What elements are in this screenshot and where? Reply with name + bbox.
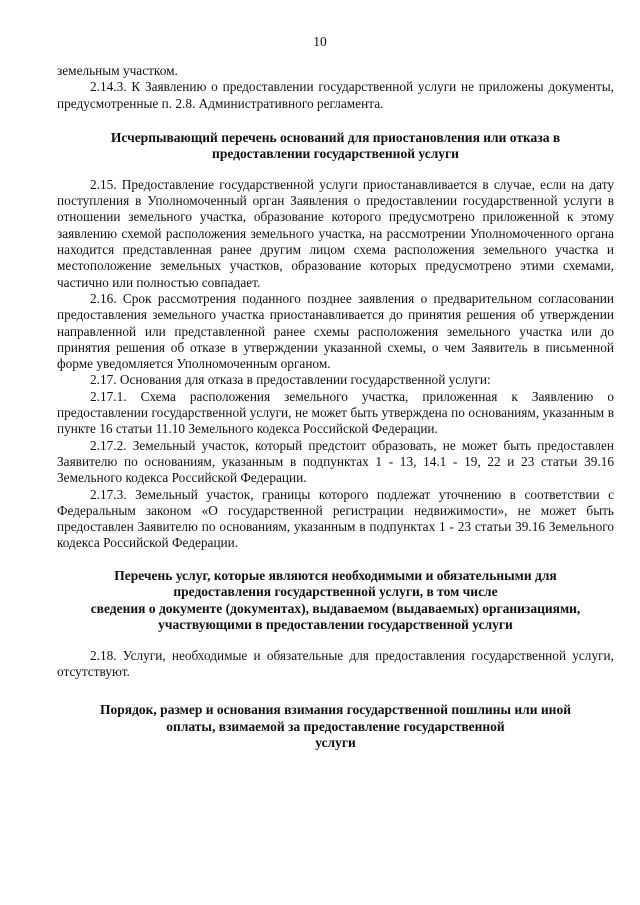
document-body [57,63,614,752]
heading-line: предоставления государственной услуги, в том числе [173,584,498,600]
heading-line: Исчерпывающий перечень оснований для приостановления или отказа в [110,129,561,145]
heading-line: Перечень услуг, которые являются необходимыми и обязательными для [114,567,557,583]
paragraph-continuation: земельным участком. [57,63,178,78]
paragraph-2-17-2: 2.17.2. Земельный участок, который предстоит образовать, не может быть предоставлен Заявителю по основаниям, указанным в подпунктах 1 - 13, 14.1 - 19, 22 и 23 статьи 39.16 Земельного кодекса Российской Федерации. [57,437,614,486]
heading-line: сведения о документе (документах), выдаваемом (выдаваемых) организациями, [90,600,581,616]
paragraph-2-16: 2.16. Срок рассмотрения поданного позднее заявления о предварительном согласовании предоставления земельного участка приостанавливается до принятия решения об утверждении направленной или представленной ранее схемы расположения земельного участка или до принятия решения об отказе в утверждении указанной схемы, о чем Заявитель в письменной форме уведомляется Уполномоченным органом. [57,290,614,372]
paragraph-2-15: 2.15. Предоставление государственной услуги приостанавливается в случае, если на дату поступления в Уполномоченный орган Заявления о предоставлении государственной услуги в отношении земельного участка, образование которого предусмотрено приложенной к этому заявлению схемой расположения земельного участка, на рассмотрении Уполномоченного органа находится представленная ранее другим лицом схема расположения земельного участка и местоположение земельных участков, образование которых предусмотрено этими схемами, частично или полностью совпадает. [57,176,614,290]
heading-line: услуги [315,735,356,751]
heading-line: предоставлении государственной услуги [212,146,459,162]
heading-line: участвующими в предоставлении государственной услуги [158,617,513,633]
heading-required-services [57,568,614,634]
paragraph-2-17-1: 2.17.1. Схема расположения земельного участка, приложенная к Заявлению о предоставлении государственной услуги, не может быть утверждена по основаниям, указанным в пункте 16 статьи 11.10 Земельного кодекса Российской Федерации. [57,388,614,437]
heading-line: Порядок, размер и основания взимания государственной пошлины или иной [100,702,571,718]
heading-state-fee [57,702,614,752]
paragraph-2-17-3: 2.17.3. Земельный участок, границы которого подлежат уточнению в соответствии с Федеральным законом «О государственной регистрации недвижимости», не может быть предоставлен Заявителю по основаниям, указанным в подпунктах 1 - 23 статьи 39.16 Земельного кодекса Российской Федерации. [57,486,614,551]
paragraph-2-14-3: 2.14.3. К Заявлению о предоставлении государственной услуги не приложены документы, предусмотренные п. 2.8. Административного регламента. [57,79,614,111]
paragraph-2-18: 2.18. Услуги, необходимые и обязательные для предоставления государственной услуги, отсутствуют. [57,647,614,680]
heading-suspension-refusal-grounds [57,130,614,163]
paragraph-2-17: 2.17. Основания для отказа в предоставлении государственной услуги: [90,372,491,388]
page-number: 10 [313,34,327,49]
heading-line: оплаты, взимаемой за предоставление государственной [166,718,505,734]
